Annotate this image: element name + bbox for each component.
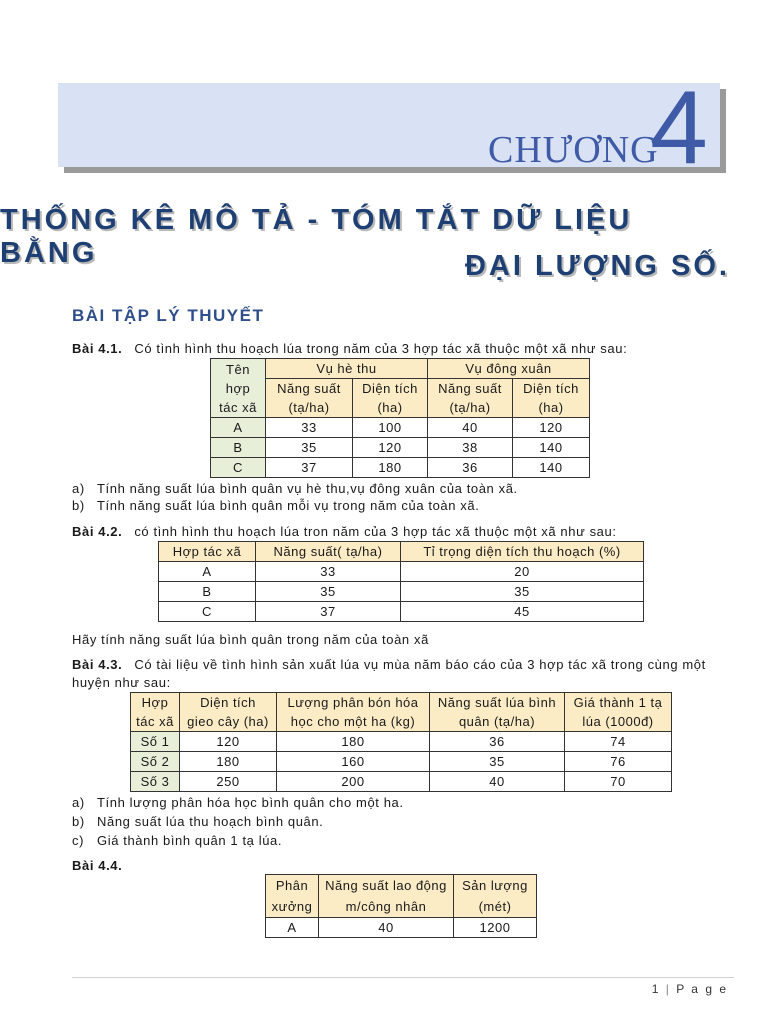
footer-divider [72, 977, 734, 978]
page-word: P a g e [676, 982, 728, 996]
table-4-3 [130, 692, 672, 792]
header-cell: Năng suất( tạ/ha) [256, 542, 401, 562]
exercise-text: có tình hình thu hoạch lúa tron năm của 3 hợp tác xã thuộc một xã như sau: [134, 524, 617, 539]
table-cell: Số 3 [131, 772, 180, 792]
header-cell: Năng suất (tạ/ha) [428, 379, 513, 418]
chapter-number: 4 [650, 70, 708, 186]
table-cell: 33 [256, 562, 401, 582]
chapter-label: CHƯƠNG [488, 129, 659, 171]
exercise-label: Bài 4.4. [72, 858, 123, 873]
list-item: b) Năng suất lúa thu hoạch bình quân. [72, 814, 324, 829]
table-cell: B [211, 438, 266, 458]
table-cell: 140 [513, 438, 590, 458]
list-item: c) Giá thành bình quân 1 tạ lúa. [72, 833, 283, 848]
table-row [211, 418, 590, 438]
header-cell: Vụ hè thu [266, 359, 428, 379]
page-number: 1 [651, 982, 661, 996]
table-cell: 100 [353, 418, 428, 438]
table-row [159, 562, 644, 582]
header-cell: Vụ đông xuân [428, 359, 590, 379]
header-cell: Hợp tác xã [131, 693, 180, 732]
table-cell: A [266, 918, 319, 938]
table-cell: A [211, 418, 266, 438]
header-cell: Năng suất (tạ/ha) [266, 379, 353, 418]
table-cell: 37 [266, 458, 353, 478]
table-cell: 35 [430, 752, 565, 772]
exercise-4-2-question: Hãy tính năng suất lúa bình quân trong năm của toàn xã [72, 632, 429, 647]
table-cell: 37 [256, 602, 401, 622]
table-cell: 40 [428, 418, 513, 438]
header-cell: Sản lượng (mét) [454, 875, 537, 918]
table-row [211, 438, 590, 458]
table-4-2 [158, 541, 644, 622]
section-heading: BÀI TẬP LÝ THUYẾT [72, 306, 265, 325]
exercise-label: Bài 4.3. [72, 657, 123, 672]
exercise-4-4-label [72, 858, 134, 873]
table-cell: C [159, 602, 256, 622]
table-cell: 1200 [454, 918, 537, 938]
header-cell: Năng suất lao động m/công nhân [319, 875, 454, 918]
table-cell: Số 1 [131, 732, 180, 752]
table-cell: 45 [401, 602, 644, 622]
table-row [131, 772, 672, 792]
list-item: a) Tính lượng phân hóa học bình quân cho một ha. [72, 795, 404, 810]
table-cell: 120 [180, 732, 277, 752]
chapter-title-line2: ĐẠI LƯỢNG SỐ. [464, 250, 730, 282]
table-cell: 120 [513, 418, 590, 438]
exercise-4-3-intro [72, 657, 706, 672]
table-cell: 36 [430, 732, 565, 752]
table-cell: 250 [180, 772, 277, 792]
exercise-text: Có tình hình thu hoạch lúa trong năm của 3 hợp tác xã thuộc một xã như sau: [134, 341, 628, 356]
table-cell: A [159, 562, 256, 582]
table-row [131, 732, 672, 752]
header-cell: Tên hợp tác xã [211, 359, 266, 418]
table-row [159, 602, 644, 622]
table-cell: 33 [266, 418, 353, 438]
table-cell: 76 [565, 752, 672, 772]
table-cell: C [211, 458, 266, 478]
table-row [266, 918, 537, 938]
table-row [211, 458, 590, 478]
table-cell: 40 [319, 918, 454, 938]
list-item: b) Tính năng suất lúa bình quân mỗi vụ trong năm của toàn xã. [72, 498, 480, 513]
table-row [131, 752, 672, 772]
header-cell: Lượng phân bón hóa học cho một ha (kg) [277, 693, 430, 732]
table-cell: 35 [401, 582, 644, 602]
header-cell: Diện tích (ha) [513, 379, 590, 418]
table-cell: B [159, 582, 256, 602]
table-cell: 140 [513, 458, 590, 478]
table-cell: 200 [277, 772, 430, 792]
table-cell: 35 [266, 438, 353, 458]
header-cell: Tỉ trọng diện tích thu hoạch (%) [401, 542, 644, 562]
header-cell: Diện tích (ha) [353, 379, 428, 418]
header-cell: Hợp tác xã [159, 542, 256, 562]
exercise-label: Bài 4.2. [72, 524, 123, 539]
header-cell: Diện tích gieo cây (ha) [180, 693, 277, 732]
table-cell: 40 [430, 772, 565, 792]
footer-separator: | [665, 982, 671, 996]
table-cell: 74 [565, 732, 672, 752]
table-cell: 120 [353, 438, 428, 458]
table-cell: 160 [277, 752, 430, 772]
table-cell: 38 [428, 438, 513, 458]
table-cell: 180 [180, 752, 277, 772]
table-cell: 70 [565, 772, 672, 792]
table-cell: Số 2 [131, 752, 180, 772]
list-item: a) Tính năng suất lúa bình quân vụ hè thu,vụ đông xuân của toàn xã. [72, 481, 518, 496]
exercise-4-2-intro [72, 524, 617, 539]
chapter-title-line1: THỐNG KÊ MÔ TẢ - TÓM TẮT DỮ LIỆU BẰNG [0, 204, 633, 269]
header-cell: Giá thành 1 tạ lúa (1000đ) [565, 693, 672, 732]
exercise-4-1-intro [72, 341, 627, 356]
table-cell: 36 [428, 458, 513, 478]
header-cell: Phân xưởng [266, 875, 319, 918]
table-row [159, 582, 644, 602]
exercise-4-3-intro-cont: huyện như sau: [72, 675, 171, 690]
table-cell: 20 [401, 562, 644, 582]
page-footer [652, 982, 728, 996]
table-cell: 180 [353, 458, 428, 478]
header-cell: Năng suất lúa bình quân (tạ/ha) [430, 693, 565, 732]
table-cell: 180 [277, 732, 430, 752]
exercise-label: Bài 4.1. [72, 341, 123, 356]
table-4-1 [210, 358, 590, 478]
exercise-text: Có tài liệu về tình hình sản xuất lúa vụ mùa năm báo cáo của 3 hợp tác xã trong cùng một [134, 657, 706, 672]
table-4-4 [265, 874, 537, 938]
table-cell: 35 [256, 582, 401, 602]
